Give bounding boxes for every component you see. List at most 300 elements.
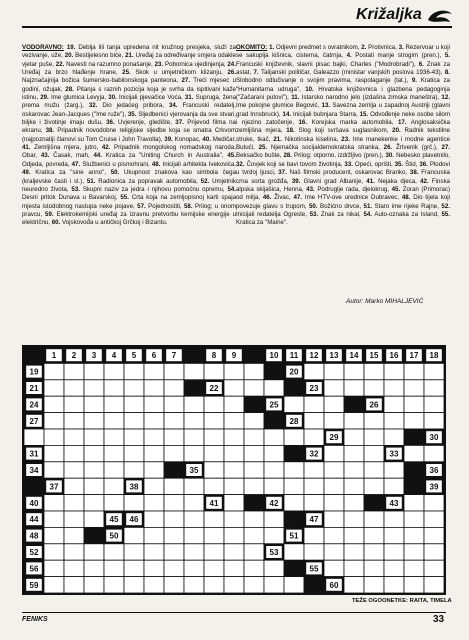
down-clue-text: Ime HTV-ove urednice Dubravec, — [304, 194, 400, 202]
grid-answer-cell[interactable] — [144, 527, 164, 543]
grid-answer-cell[interactable] — [84, 560, 104, 576]
grid-answer-cell[interactable] — [244, 380, 264, 396]
grid-answer-cell[interactable] — [204, 462, 224, 478]
grid-answer-cell[interactable] — [204, 527, 224, 543]
grid-answer-cell[interactable] — [124, 527, 144, 543]
grid-answer-cell[interactable] — [304, 527, 324, 543]
grid-answer-cell[interactable] — [104, 445, 124, 461]
grid-answer-cell[interactable] — [384, 363, 404, 379]
grid-answer-cell[interactable] — [64, 413, 84, 429]
grid-answer-cell[interactable] — [164, 380, 184, 396]
grid-answer-cell[interactable] — [424, 396, 444, 412]
footer-rule — [22, 612, 446, 613]
grid-answer-cell[interactable] — [424, 511, 444, 527]
grid-answer-cell[interactable] — [324, 495, 344, 511]
grid-answer-cell[interactable] — [84, 396, 104, 412]
grid-answer-cell[interactable] — [184, 577, 204, 593]
grid-answer-cell[interactable] — [124, 413, 144, 429]
grid-answer-cell[interactable] — [164, 396, 184, 412]
grid-block-cell — [184, 347, 204, 363]
grid-answer-cell[interactable] — [164, 363, 184, 379]
down-clue-text: Čovjek koji se bavi tovom životinja, — [246, 160, 343, 168]
grid-answer-cell[interactable] — [384, 380, 404, 396]
grid-answer-cell[interactable] — [64, 396, 84, 412]
grid-answer-cell[interactable] — [204, 413, 224, 429]
grid-answer-cell[interactable] — [104, 363, 124, 379]
down-clue-number: 42. — [420, 177, 429, 185]
grid-answer-cell[interactable] — [324, 396, 344, 412]
grid-answer-cell[interactable] — [124, 445, 144, 461]
grid-answer-cell[interactable] — [124, 560, 144, 576]
grid-answer-cell[interactable] — [44, 544, 64, 560]
down-clue-text: Savezna zemlja u zapadnoj Austriji (glavni grad Innsbruck), — [236, 102, 450, 118]
grid-answer-cell[interactable] — [44, 380, 64, 396]
grid-block-cell — [24, 478, 44, 494]
grid-answer-cell[interactable] — [364, 560, 384, 576]
down-clue-number: 39. — [291, 177, 301, 185]
grid-answer-cell[interactable] — [364, 413, 384, 429]
grid-answer-cell[interactable] — [404, 413, 424, 429]
grid-answer-cell[interactable] — [204, 560, 224, 576]
grid-answer-cell[interactable] — [324, 413, 344, 429]
grid-answer-cell[interactable] — [224, 527, 244, 543]
grid-answer-cell[interactable] — [84, 577, 104, 593]
across-clue-text: Supruga, žena prema mužu (žarg.), — [22, 94, 236, 110]
across-clue-number: 58. — [184, 202, 193, 210]
author-credit: Autor: Marko MIHALJEVIĆ — [346, 298, 424, 305]
grid-answer-cell[interactable] — [384, 577, 404, 593]
grid-answer-cell[interactable] — [264, 511, 284, 527]
across-clue-text: Prilog; u onom pravcu, — [22, 202, 236, 218]
grid-answer-cell[interactable] — [264, 429, 284, 445]
grid-answer-cell[interactable] — [144, 544, 164, 560]
grid-answer-cell[interactable] — [224, 495, 244, 511]
grid-answer-cell[interactable] — [424, 380, 444, 396]
grid-answer-cell[interactable] — [104, 560, 124, 576]
grid-answer-cell[interactable] — [124, 544, 144, 560]
across-clue-number: 57. — [137, 202, 146, 210]
across-clue-text: Pobornica ujedinjenja, — [165, 60, 226, 68]
grid-answer-cell[interactable] — [324, 478, 344, 494]
grid-answer-cell[interactable] — [344, 445, 364, 461]
grid-answer-cell[interactable] — [204, 577, 224, 593]
grid-answer-cell[interactable] — [124, 363, 144, 379]
down-clue-number: 45. — [391, 185, 401, 193]
grid-answer-cell[interactable] — [384, 544, 404, 560]
down-clue-text: Podruglje rada, djelokrug, — [317, 185, 390, 193]
grid-answer-cell[interactable] — [384, 413, 404, 429]
grid-answer-cell[interactable] — [244, 511, 264, 527]
grid-answer-cell[interactable] — [324, 363, 344, 379]
grid-answer-cell[interactable] — [244, 462, 264, 478]
across-clue-text: Ime glumica Levyja, — [50, 94, 107, 102]
across-clue-number: 48. — [151, 160, 161, 168]
grid-answer-cell[interactable] — [384, 560, 404, 576]
grid-clue-number: 46 — [129, 515, 139, 525]
grid-answer-cell[interactable] — [404, 511, 424, 527]
grid-answer-cell[interactable] — [404, 544, 424, 560]
grid-answer-cell[interactable] — [404, 445, 424, 461]
grid-answer-cell[interactable] — [164, 527, 184, 543]
grid-answer-cell[interactable] — [184, 445, 204, 461]
grid-answer-cell[interactable] — [264, 462, 284, 478]
grid-clue-number: 6 — [151, 351, 157, 361]
grid-answer-cell[interactable] — [424, 527, 444, 543]
grid-answer-cell[interactable] — [284, 478, 304, 494]
grid-answer-cell[interactable] — [44, 462, 64, 478]
grid-answer-cell[interactable] — [104, 495, 124, 511]
grid-answer-cell[interactable] — [424, 560, 444, 576]
grid-answer-cell[interactable] — [344, 511, 364, 527]
grid-answer-cell[interactable] — [84, 544, 104, 560]
across-clue-text: Časak, mah, — [53, 152, 90, 160]
grid-answer-cell[interactable] — [104, 462, 124, 478]
grid-answer-cell[interactable] — [404, 363, 424, 379]
grid-answer-cell[interactable] — [344, 429, 364, 445]
grid-answer-cell[interactable] — [164, 478, 184, 494]
grid-answer-cell[interactable] — [384, 527, 404, 543]
grid-answer-cell[interactable] — [344, 527, 364, 543]
grid-answer-cell[interactable] — [204, 445, 224, 461]
grid-answer-cell[interactable] — [424, 495, 444, 511]
grid-answer-cell[interactable] — [64, 544, 84, 560]
across-clue-text: Kratica za "sine anno", — [35, 169, 106, 177]
grid-answer-cell[interactable] — [324, 511, 344, 527]
grid-answer-cell[interactable] — [244, 560, 264, 576]
grid-answer-cell[interactable] — [184, 560, 204, 576]
grid-answer-cell[interactable] — [244, 445, 264, 461]
grid-answer-cell[interactable] — [44, 560, 64, 576]
down-clue-text: Glavni grad Albanije, — [303, 177, 364, 185]
grid-answer-cell[interactable] — [324, 380, 344, 396]
grid-answer-cell[interactable] — [44, 413, 64, 429]
grid-clue-number: 45 — [109, 515, 119, 525]
grid-answer-cell[interactable] — [124, 495, 144, 511]
grid-answer-cell[interactable] — [144, 429, 164, 445]
grid-answer-cell[interactable] — [44, 396, 64, 412]
grid-answer-cell[interactable] — [84, 462, 104, 478]
grid-answer-cell[interactable] — [44, 511, 64, 527]
grid-answer-cell[interactable] — [264, 527, 284, 543]
down-clue-number: 47. — [293, 194, 303, 202]
grid-answer-cell[interactable] — [184, 396, 204, 412]
grid-answer-cell[interactable] — [364, 429, 384, 445]
grid-answer-cell[interactable] — [224, 478, 244, 494]
grid-answer-cell[interactable] — [304, 413, 324, 429]
grid-answer-cell[interactable] — [304, 478, 324, 494]
down-clue-number: 41. — [366, 177, 375, 185]
grid-answer-cell[interactable] — [284, 462, 304, 478]
grid-answer-cell[interactable] — [324, 560, 344, 576]
grid-answer-cell[interactable] — [424, 544, 444, 560]
grid-answer-cell[interactable] — [164, 544, 184, 560]
down-clue-number: 8. — [444, 69, 450, 77]
grid-answer-cell[interactable] — [364, 544, 384, 560]
grid-answer-cell[interactable] — [264, 445, 284, 461]
grid-answer-cell[interactable] — [44, 445, 64, 461]
grid-answer-cell[interactable] — [224, 429, 244, 445]
solutions-hint: TEŽE OGOONETKE: RAITA, TIMELA — [352, 598, 452, 604]
grid-answer-cell[interactable] — [344, 544, 364, 560]
down-clue-text: Protivnica, — [368, 44, 397, 51]
down-clue-text: Božićno drvce, — [320, 202, 362, 210]
down-clue-number: 54. — [363, 210, 372, 218]
grid-answer-cell[interactable] — [44, 577, 64, 593]
across-clue-text: Konopac, — [174, 135, 201, 143]
grid-answer-cell[interactable] — [224, 544, 244, 560]
grid-answer-cell[interactable] — [164, 429, 184, 445]
grid-answer-cell[interactable] — [204, 544, 224, 560]
across-clue-text: Skok u umjetničkom klizanju, — [135, 69, 223, 77]
grid-answer-cell[interactable] — [124, 396, 144, 412]
down-clue-number: 37. — [278, 169, 287, 177]
grid-answer-cell[interactable] — [244, 478, 264, 494]
grid-answer-cell[interactable] — [264, 560, 284, 576]
grid-answer-cell[interactable] — [404, 396, 424, 412]
grid-answer-cell[interactable] — [384, 511, 404, 527]
grid-answer-cell[interactable] — [244, 527, 264, 543]
grid-answer-cell[interactable] — [304, 544, 324, 560]
grid-clue-number: 20 — [289, 367, 299, 377]
grid-answer-cell[interactable] — [144, 413, 164, 429]
grid-answer-cell[interactable] — [44, 429, 64, 445]
grid-answer-cell[interactable] — [204, 363, 224, 379]
grid-answer-cell[interactable] — [64, 380, 84, 396]
grid-answer-cell[interactable] — [404, 380, 424, 396]
grid-answer-cell[interactable] — [144, 462, 164, 478]
grid-clue-number: 32 — [309, 449, 319, 459]
grid-answer-cell[interactable] — [284, 544, 304, 560]
grid-answer-cell[interactable] — [324, 462, 344, 478]
grid-answer-cell[interactable] — [84, 380, 104, 396]
down-clue-number: 30. — [385, 152, 395, 160]
grid-answer-cell[interactable] — [184, 429, 204, 445]
grid-answer-cell[interactable] — [244, 544, 264, 560]
grid-answer-cell[interactable] — [324, 445, 344, 461]
grid-answer-cell[interactable] — [144, 495, 164, 511]
grid-answer-cell[interactable] — [124, 462, 144, 478]
grid-answer-cell[interactable] — [184, 478, 204, 494]
grid-answer-cell[interactable] — [64, 363, 84, 379]
grid-clue-number: 56 — [29, 564, 39, 574]
grid-answer-cell[interactable] — [264, 478, 284, 494]
grid-answer-cell[interactable] — [364, 527, 384, 543]
grid-answer-cell[interactable] — [184, 527, 204, 543]
grid-answer-cell[interactable] — [64, 462, 84, 478]
grid-answer-cell[interactable] — [44, 363, 64, 379]
grid-answer-cell[interactable] — [244, 363, 264, 379]
grid-answer-cell[interactable] — [104, 577, 124, 593]
grid-answer-cell[interactable] — [264, 577, 284, 593]
grid-answer-cell[interactable] — [164, 445, 184, 461]
grid-answer-cell[interactable] — [64, 478, 84, 494]
grid-answer-cell[interactable] — [184, 413, 204, 429]
grid-answer-cell[interactable] — [144, 363, 164, 379]
down-clue-number: 28. — [283, 152, 292, 160]
grid-answer-cell[interactable] — [64, 511, 84, 527]
grid-answer-cell[interactable] — [84, 363, 104, 379]
grid-answer-cell[interactable] — [104, 429, 124, 445]
grid-answer-cell[interactable] — [364, 380, 384, 396]
grid-answer-cell[interactable] — [144, 380, 164, 396]
grid-answer-cell[interactable] — [144, 511, 164, 527]
grid-answer-cell[interactable] — [404, 495, 424, 511]
grid-answer-cell[interactable] — [284, 396, 304, 412]
across-clue-number: 22. — [55, 60, 65, 68]
grid-answer-cell[interactable] — [304, 429, 324, 445]
grid-answer-cell[interactable] — [224, 363, 244, 379]
grid-answer-cell[interactable] — [344, 577, 364, 593]
grid-answer-cell[interactable] — [64, 560, 84, 576]
grid-answer-cell[interactable] — [64, 429, 84, 445]
across-clue-number: 38. — [45, 127, 55, 135]
grid-clue-number: 38 — [129, 482, 139, 492]
down-clue-number: 10. — [305, 85, 314, 93]
grid-answer-cell[interactable] — [104, 478, 124, 494]
grid-answer-cell[interactable] — [224, 396, 244, 412]
grid-answer-cell[interactable] — [264, 380, 284, 396]
across-clue-text: Radionica za popravak automobila, — [98, 177, 198, 185]
grid-answer-cell[interactable] — [44, 495, 64, 511]
grid-answer-cell[interactable] — [424, 445, 444, 461]
grid-answer-cell[interactable] — [384, 396, 404, 412]
grid-answer-cell[interactable] — [144, 396, 164, 412]
across-clue-text: Uređaj za brzo hlađenje hrane, — [22, 69, 118, 77]
grid-answer-cell[interactable] — [344, 478, 364, 494]
grid-answer-cell[interactable] — [344, 495, 364, 511]
down-clue-number: 14. — [282, 110, 292, 118]
down-clue-number: 36. — [419, 160, 428, 168]
grid-answer-cell[interactable] — [204, 396, 224, 412]
grid-answer-cell[interactable] — [144, 445, 164, 461]
across-clue-text: Inicijali pjevačice Voća, — [119, 94, 183, 102]
grid-answer-cell[interactable] — [404, 560, 424, 576]
grid-clue-number: 1 — [51, 351, 57, 361]
grid-answer-cell[interactable] — [104, 544, 124, 560]
grid-answer-cell[interactable] — [84, 413, 104, 429]
grid-answer-cell[interactable] — [144, 577, 164, 593]
grid-answer-cell[interactable] — [344, 413, 364, 429]
grid-clue-number: 50 — [109, 531, 119, 541]
grid-answer-cell[interactable] — [284, 577, 304, 593]
grid-answer-cell[interactable] — [124, 380, 144, 396]
grid-answer-cell[interactable] — [364, 462, 384, 478]
grid-clue-number: 5 — [131, 351, 137, 361]
grid-clue-number: 8 — [211, 351, 217, 361]
grid-answer-cell[interactable] — [384, 478, 404, 494]
grid-clue-number: 9 — [231, 351, 237, 361]
grid-answer-cell[interactable] — [324, 527, 344, 543]
grid-answer-cell[interactable] — [104, 413, 124, 429]
grid-answer-cell[interactable] — [424, 577, 444, 593]
grid-answer-cell[interactable] — [184, 544, 204, 560]
grid-answer-cell[interactable] — [124, 429, 144, 445]
across-clue-number: 40. — [202, 135, 211, 143]
grid-block-cell — [244, 495, 264, 511]
grid-answer-cell[interactable] — [244, 413, 264, 429]
grid-answer-cell[interactable] — [204, 429, 224, 445]
grid-answer-cell[interactable] — [384, 429, 404, 445]
grid-clue-number: 48 — [29, 531, 39, 541]
grid-answer-cell[interactable] — [164, 560, 184, 576]
grid-answer-cell[interactable] — [304, 363, 324, 379]
across-clue-number: 43. — [40, 152, 50, 160]
grid-answer-cell[interactable] — [164, 511, 184, 527]
grid-answer-cell[interactable] — [64, 445, 84, 461]
grid-answer-cell[interactable] — [364, 445, 384, 461]
grid-answer-cell[interactable] — [84, 429, 104, 445]
grid-answer-cell[interactable] — [224, 560, 244, 576]
grid-answer-cell[interactable] — [164, 577, 184, 593]
grid-answer-cell[interactable] — [304, 462, 324, 478]
grid-answer-cell[interactable] — [184, 495, 204, 511]
grid-answer-cell[interactable] — [364, 511, 384, 527]
grid-answer-cell[interactable] — [184, 511, 204, 527]
down-clue-text: Staro ime rijeke Rajne, — [374, 202, 439, 210]
grid-answer-cell[interactable] — [144, 478, 164, 494]
grid-answer-cell[interactable] — [224, 577, 244, 593]
grid-answer-cell[interactable] — [84, 495, 104, 511]
grid-answer-cell[interactable] — [304, 396, 324, 412]
grid-answer-cell[interactable] — [284, 429, 304, 445]
grid-answer-cell[interactable] — [244, 577, 264, 593]
grid-answer-cell[interactable] — [204, 478, 224, 494]
grid-answer-cell[interactable] — [84, 511, 104, 527]
across-clue-number: 32. — [88, 102, 98, 110]
grid-answer-cell[interactable] — [304, 495, 324, 511]
grid-answer-cell[interactable] — [204, 511, 224, 527]
grid-answer-cell[interactable] — [384, 462, 404, 478]
grid-answer-cell[interactable] — [224, 462, 244, 478]
grid-answer-cell[interactable] — [224, 511, 244, 527]
grid-answer-cell[interactable] — [224, 445, 244, 461]
grid-answer-cell[interactable] — [84, 478, 104, 494]
grid-answer-cell[interactable] — [24, 429, 44, 445]
grid-answer-cell[interactable] — [364, 363, 384, 379]
grid-answer-cell[interactable] — [344, 560, 364, 576]
grid-answer-cell[interactable] — [144, 560, 164, 576]
grid-answer-cell[interactable] — [104, 380, 124, 396]
grid-answer-cell[interactable] — [164, 495, 184, 511]
grid-answer-cell[interactable] — [64, 527, 84, 543]
grid-answer-cell[interactable] — [64, 495, 84, 511]
grid-answer-cell[interactable] — [364, 478, 384, 494]
grid-answer-cell[interactable] — [244, 429, 264, 445]
grid-answer-cell[interactable] — [404, 527, 424, 543]
grid-answer-cell[interactable] — [364, 577, 384, 593]
down-clue-text: Nejaka djeca, — [378, 177, 417, 185]
grid-answer-cell[interactable] — [64, 577, 84, 593]
grid-clue-number: 26 — [369, 400, 379, 410]
grid-answer-cell[interactable] — [184, 363, 204, 379]
grid-answer-cell[interactable] — [404, 577, 424, 593]
grid-answer-cell[interactable] — [164, 413, 184, 429]
grid-answer-cell[interactable] — [224, 380, 244, 396]
grid-answer-cell[interactable] — [124, 577, 144, 593]
grid-answer-cell[interactable] — [344, 380, 364, 396]
grid-answer-cell[interactable] — [324, 544, 344, 560]
grid-answer-cell[interactable] — [104, 396, 124, 412]
grid-answer-cell[interactable] — [424, 413, 444, 429]
grid-answer-cell[interactable] — [44, 527, 64, 543]
grid-answer-cell[interactable] — [344, 462, 364, 478]
grid-answer-cell[interactable] — [284, 495, 304, 511]
grid-answer-cell[interactable] — [344, 363, 364, 379]
grid-answer-cell[interactable] — [224, 413, 244, 429]
across-clue-number: 24. — [227, 60, 236, 68]
grid-answer-cell[interactable] — [424, 363, 444, 379]
grid-answer-cell[interactable] — [84, 445, 104, 461]
